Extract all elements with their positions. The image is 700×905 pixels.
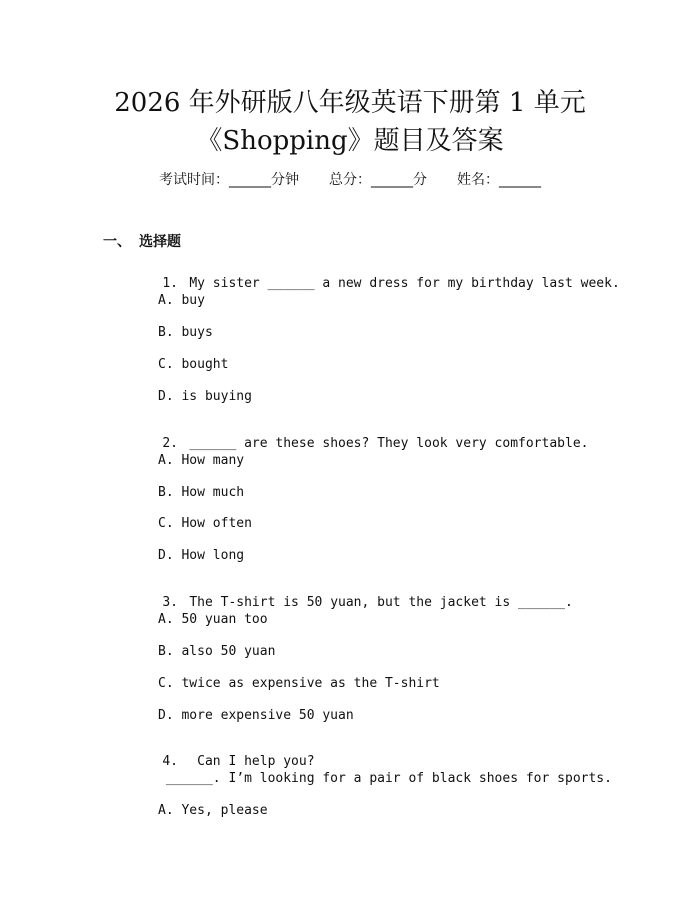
question-3-option-a: A. 50 yuan too [158,612,268,627]
question-number: 4. [162,754,178,769]
question-number: 3. [162,595,178,610]
exam-meta [0,169,700,189]
question-number: 2. [162,436,178,451]
question-4-option-a: A. Yes, please [158,803,268,818]
question-3-option-b: B. also 50 yuan [158,644,276,659]
question-2-option-d: D. How long [158,548,245,563]
question-4-response: ______. I’m looking for a pair of black shoes for sports. [158,771,612,786]
exam-name-label: 姓名：______ [457,172,541,188]
question-text: ______ are these shoes? They look very comfortable. [189,436,589,451]
section-heading [103,231,181,251]
exam-score-label: 总分：______分 [329,172,427,188]
question-1-option-d: D. is buying [158,389,252,404]
question-1-option-b: B. buys [158,325,213,340]
document-title-line-1: 2026 年外研版八年级英语下册第 1 单元 [114,88,586,118]
question-text: Can I help you? [189,754,315,769]
exam-time-label: 考试时间：______分钟 [159,172,299,188]
section-title: 选择题 [139,234,181,250]
section-number: 一、 [103,234,131,250]
question-2-option-c: C. How often [158,516,252,531]
question-2-option-b: B. How much [158,485,245,500]
question-1-option-c: C. bought [158,357,229,372]
document-title-line-2: 《Shopping》题目及答案 [196,126,504,156]
question-3-option-c: C. twice as expensive as the T-shirt [158,676,440,691]
question-text: My sister ______ a new dress for my birthday last week. [189,276,620,291]
question-number: 1. [162,276,178,291]
question-text: The T-shirt is 50 yuan, but the jacket is ______. [189,595,573,610]
question-3-option-d: D. more expensive 50 yuan [158,708,354,723]
question-1-option-a: A. buy [158,293,205,308]
question-2-option-a: A. How many [158,453,245,468]
